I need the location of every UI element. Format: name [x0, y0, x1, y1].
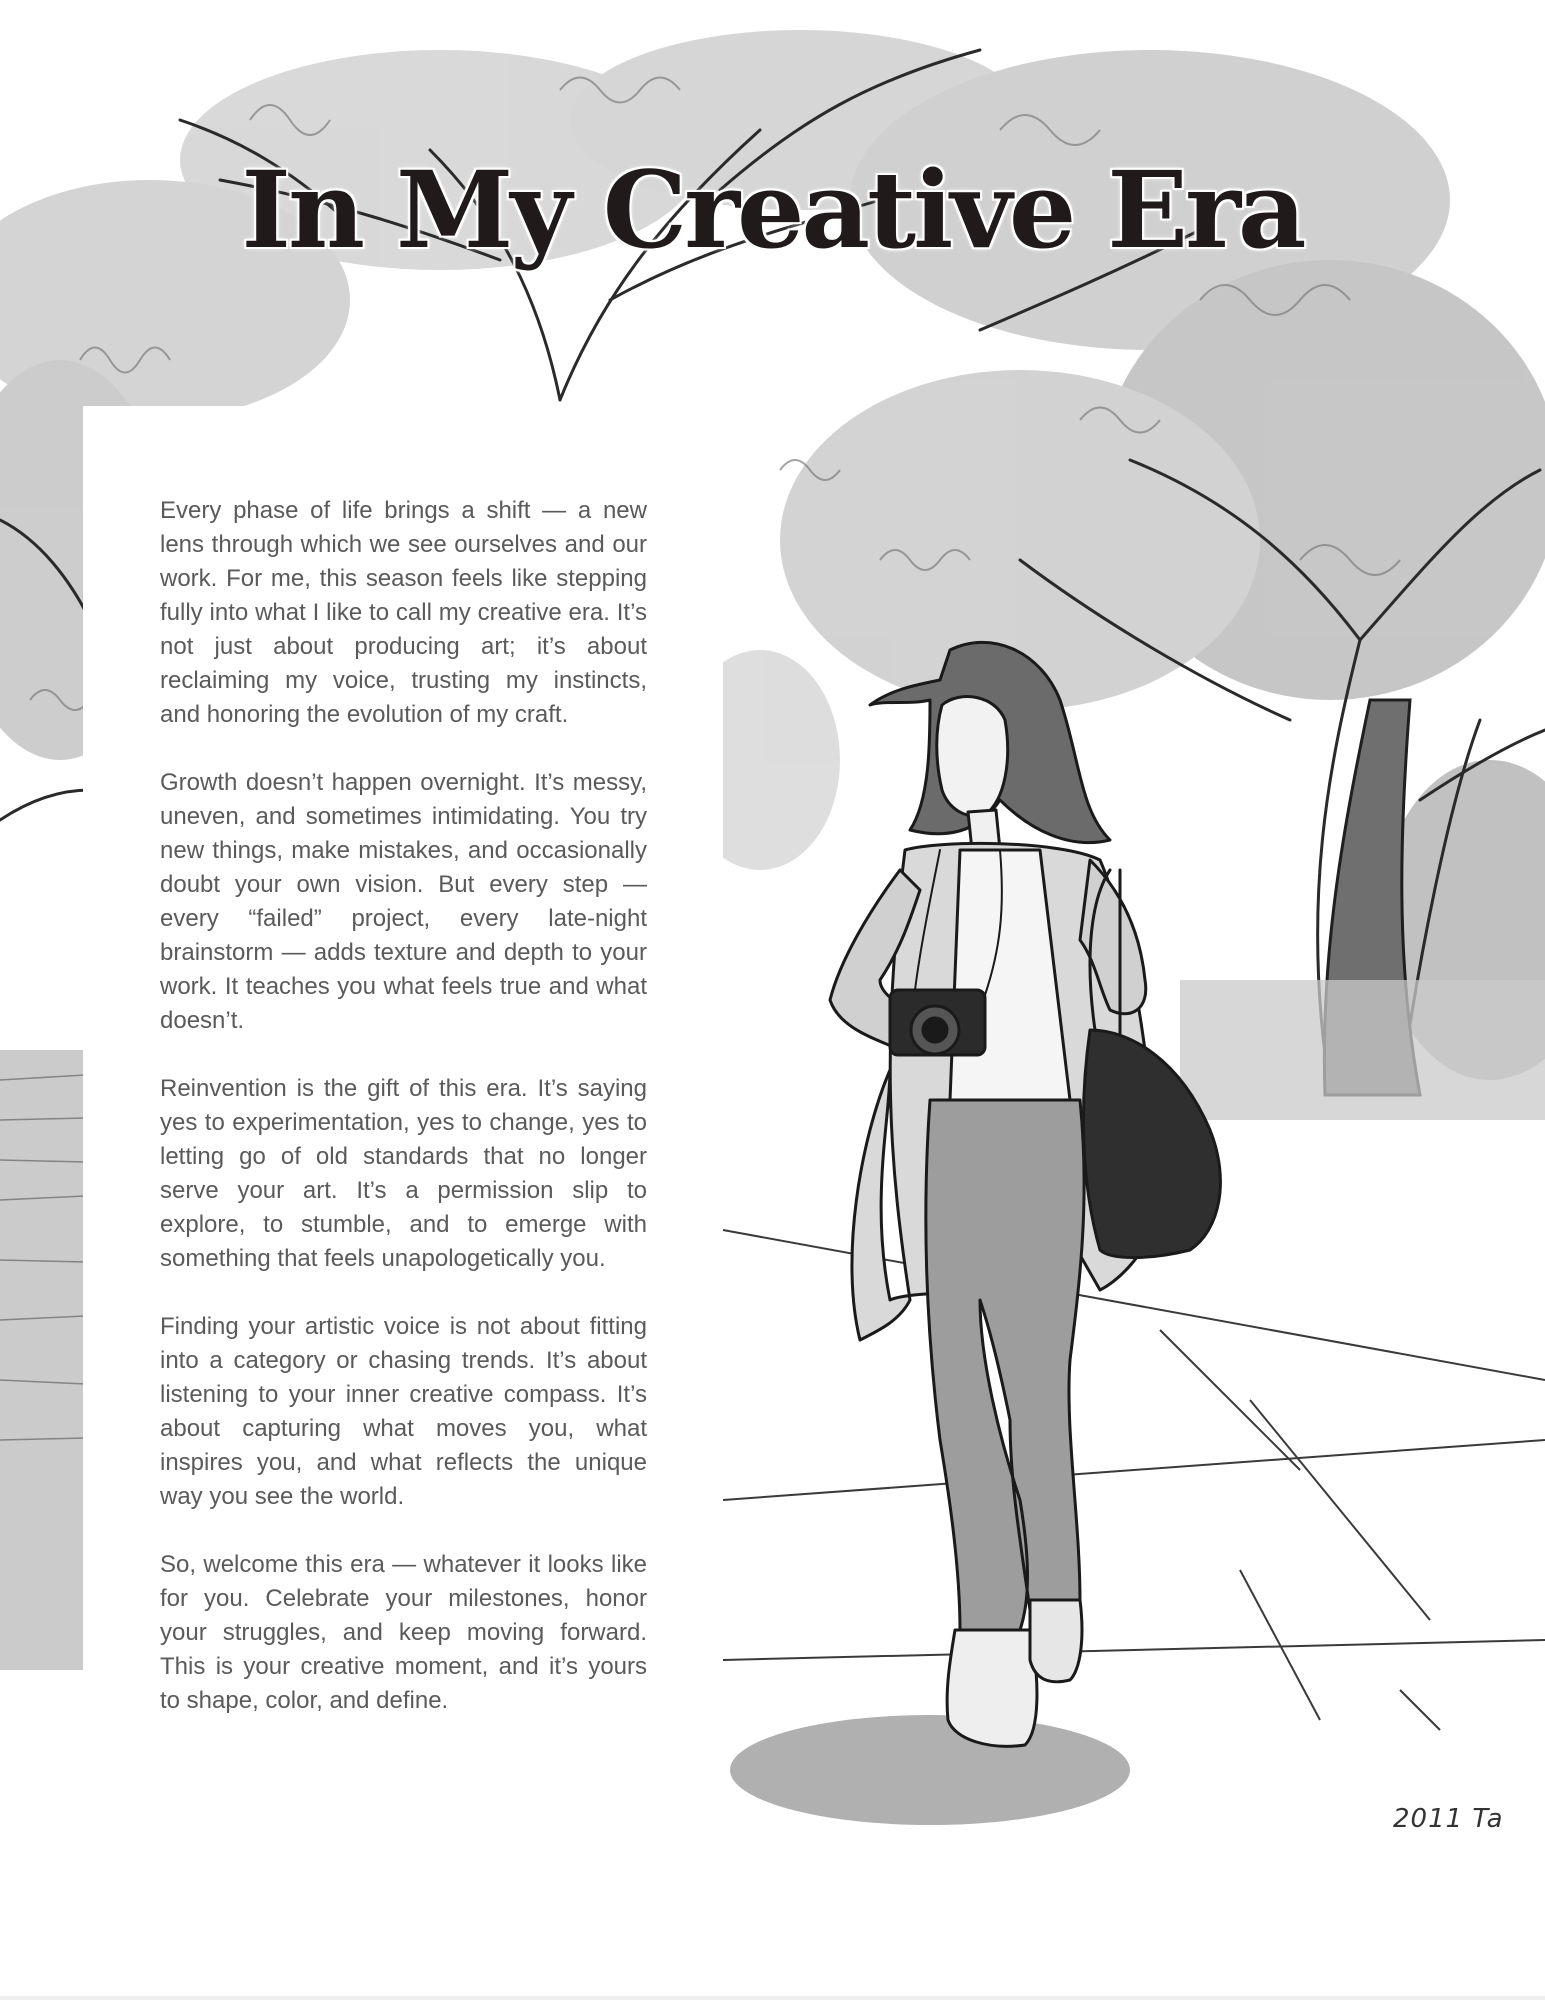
woman-figure — [830, 642, 1220, 1746]
left-shoe — [947, 1630, 1037, 1746]
sidewalk — [723, 1230, 1545, 1730]
page-title: In My Creative Era — [241, 147, 1304, 272]
face — [937, 697, 1008, 817]
jeans — [926, 1100, 1084, 1630]
artist-signature: 2011 Ta — [1393, 1804, 1504, 1834]
article-body — [160, 494, 647, 1752]
paragraph: Every phase of life brings a shift — a new lens through which we see ourselves and our work. For me, this season feels like stepping fully into what I like to call my creative era. It’s not just about producing art; it’s about reclaiming my voice, trusting my instincts, and honoring the evolution of my craft. — [160, 497, 647, 728]
right-shoe — [1030, 1600, 1082, 1682]
ground-shadow — [730, 1715, 1130, 1825]
paragraph: Growth doesn’t happen overnight. It’s messy, uneven, and sometimes intimidating. You try new things, make mistakes, and occasionally doubt your own vision. But every step — every “failed” project, every late-night brainstorm — adds texture and depth to your work. It teaches you what feels true and what doesn’t. — [160, 769, 647, 1034]
paragraph: Finding your artistic voice is not about fitting into a category or chasing trends. It’s about listening to your inner creative compass. It’s about capturing what moves you, what inspires you, and what reflects the unique way you see the world. — [160, 1313, 647, 1510]
paragraph: Reinvention is the gift of this era. It’s saying yes to experimentation, yes to change, yes to letting go of old standards that no longer serve your art. It’s a permission slip to explore, to stumble, and to emerge with something that feels unapologetically you. — [160, 1075, 647, 1272]
paragraph: So, welcome this era — whatever it looks like for you. Celebrate your milestones, honor your struggles, and keep moving forward. This is your creative moment, and it’s yours to shape, color, and define. — [160, 1551, 647, 1714]
page-bottom-edge — [0, 1996, 1545, 2000]
